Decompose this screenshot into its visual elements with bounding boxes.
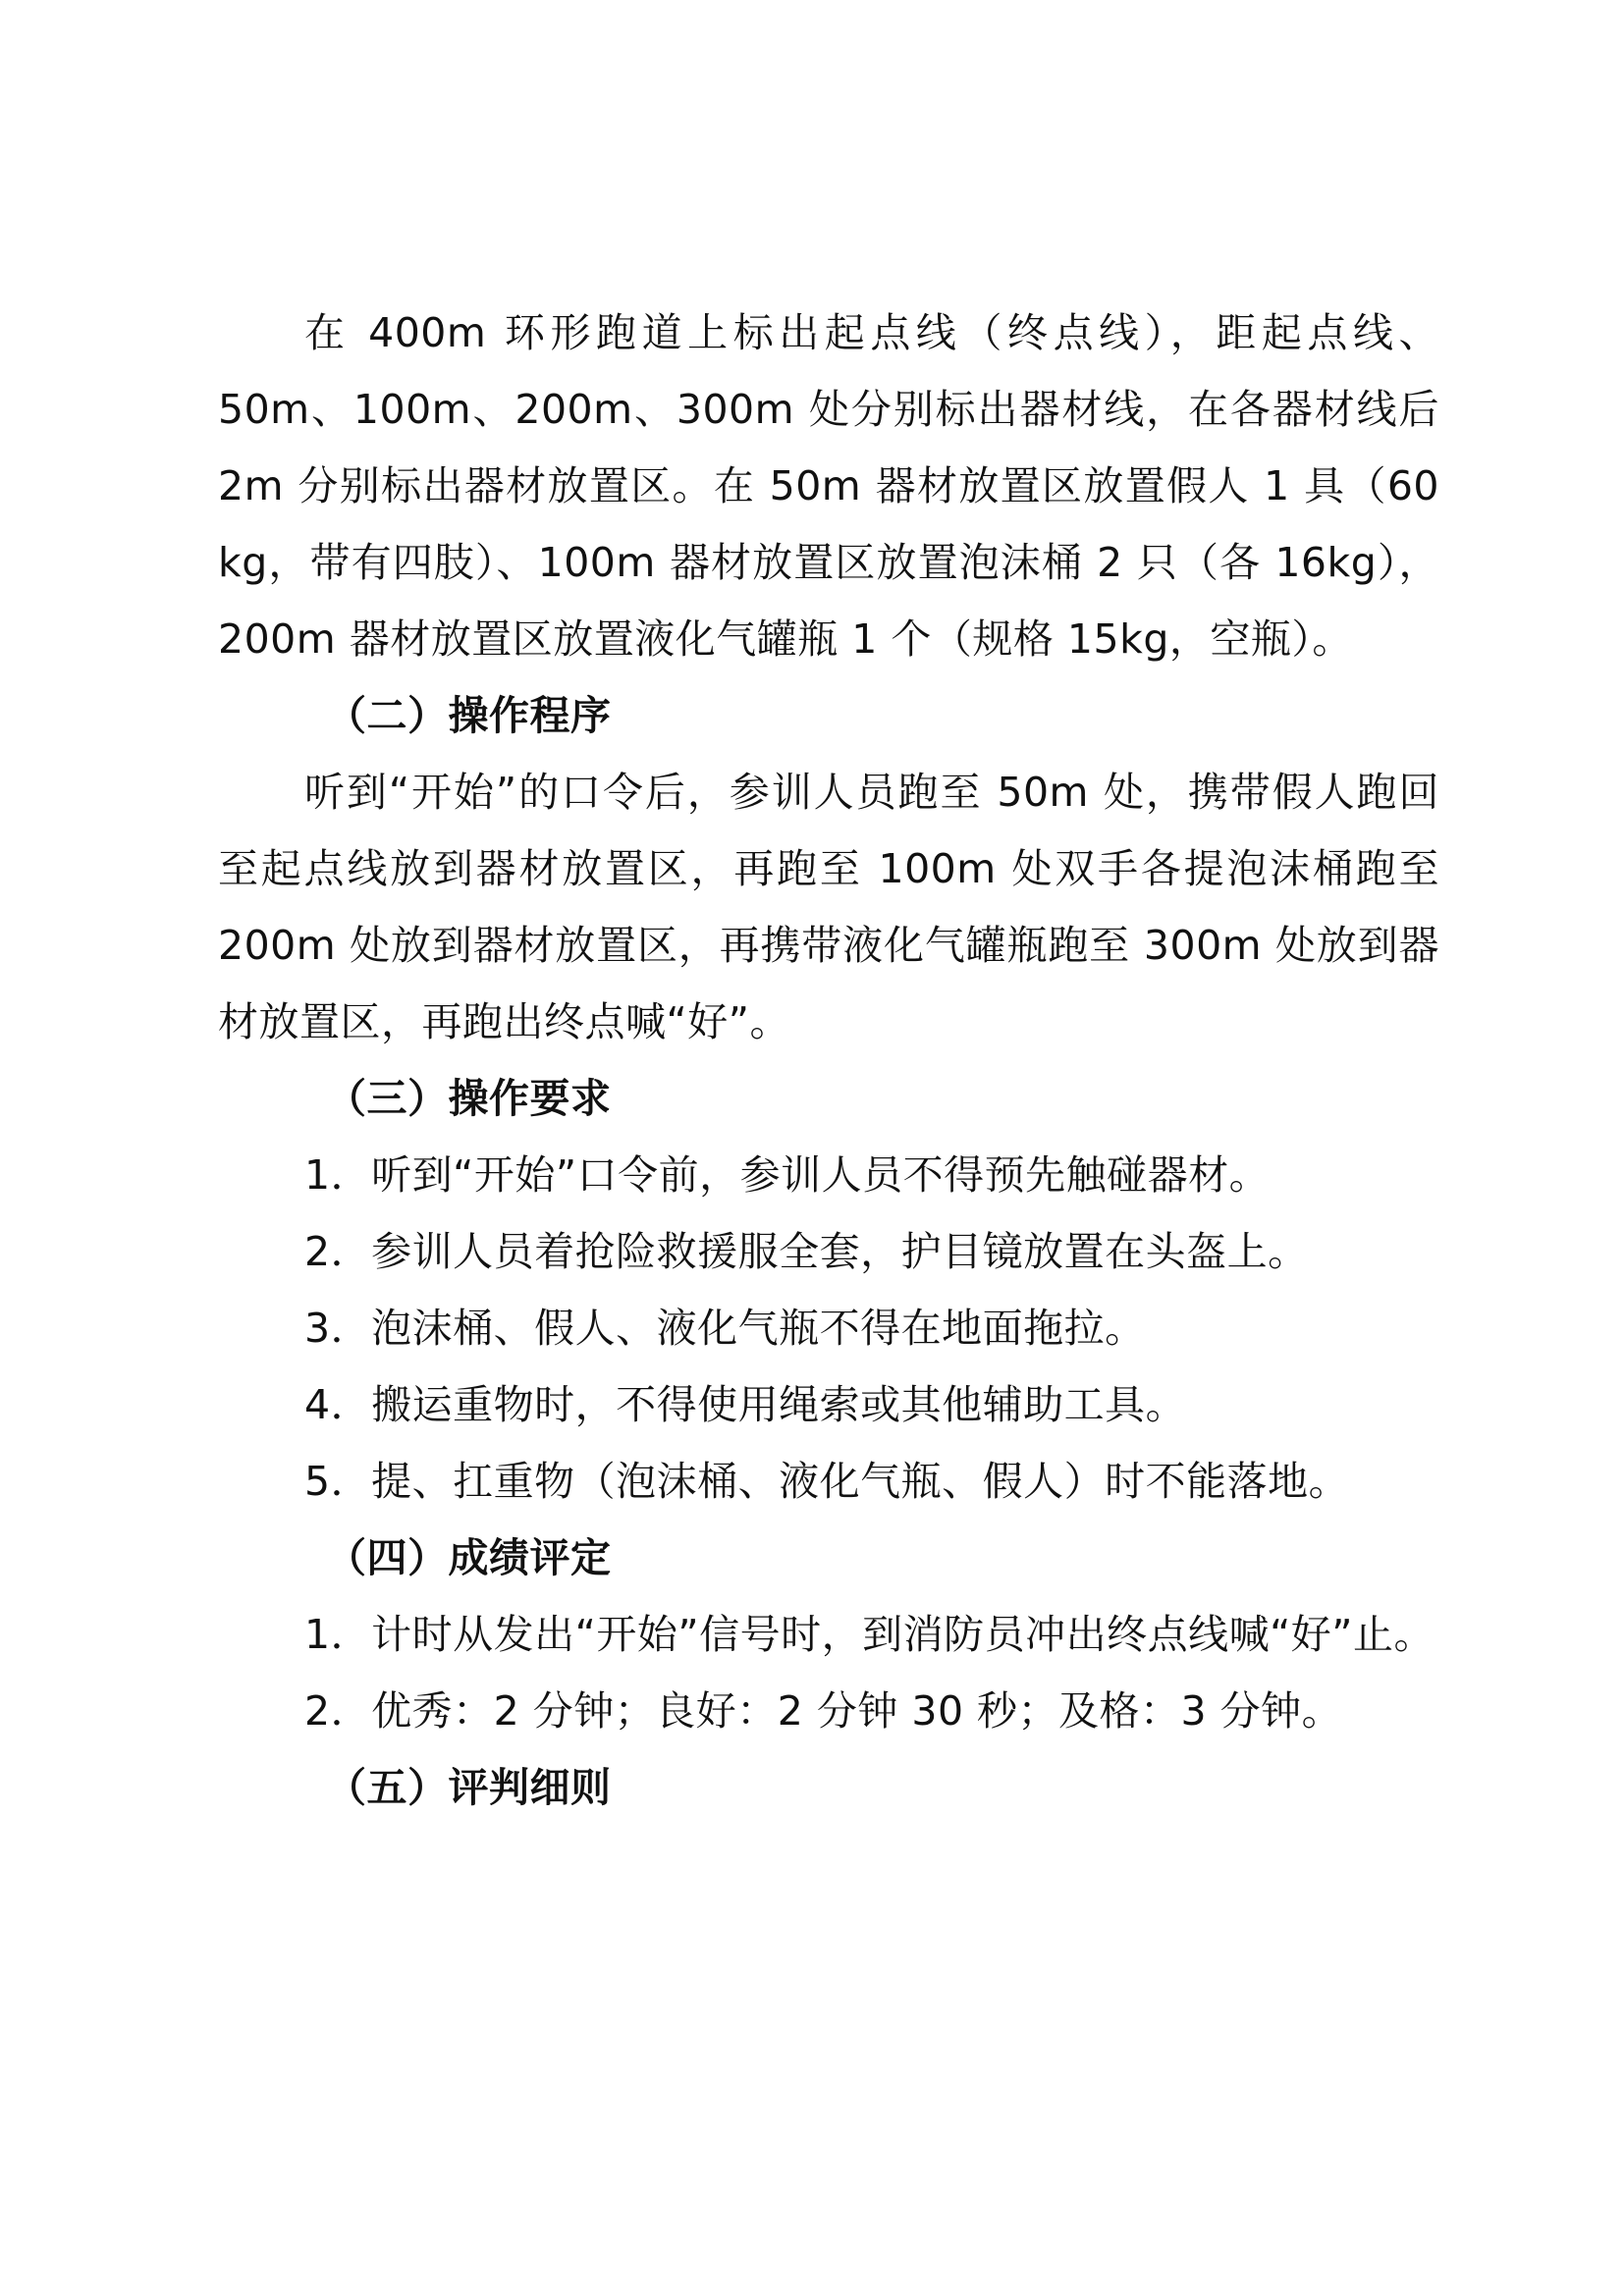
scoring-item: 2．优秀：2 分钟；良好：2 分钟 30 秒；及格：3 分钟。 <box>304 1687 1343 1735</box>
requirement-item: 1．听到“开始”口令前，参训人员不得预先触碰器材。 <box>304 1151 1271 1199</box>
document-body <box>218 294 1439 1826</box>
procedure-paragraph: 听到“开始”的口令后，参训人员跑至 50m 处，携带假人跑回至起点线放到器材放置区，再跑至 100m 处双手各提泡沫桶跑至 200m 处放到器材放置区，再携带液化气罐瓶跑至 300m 处放到器材放置区，再跑出终点喊“好”。 <box>218 769 1439 1045</box>
requirement-item: 2．参训人员着抢险救援服全套，护目镜放置在头盔上。 <box>304 1228 1309 1275</box>
requirement-item: 5．提、扛重物（泡沫桶、液化气瓶、假人）时不能落地。 <box>304 1458 1350 1505</box>
scoring-item: 1．计时从发出“开始”信号时，到消防员冲出终点线喊“好”止。 <box>304 1611 1435 1658</box>
intro-paragraph: 在 400m 环形跑道上标出起点线（终点线），距起点线、50m、100m、200m、300m 处分别标出器材线，在各器材线后 2m 分别标出器材放置区。在 50m 器材放置区放置假人 1 具（60 kg，带有四肢）、100m 器材放置区放置泡沫桶 2 只（各 16kg），200m 器材放置区放置液化气罐瓶 1 个（规格 15kg，空瓶）。 <box>218 309 1439 663</box>
requirement-item: 4．搬运重物时，不得使用绳索或其他辅助工具。 <box>304 1381 1187 1428</box>
section-heading-judging: （五）评判细则 <box>326 1764 612 1811</box>
section-heading-requirements: （三）操作要求 <box>326 1075 612 1122</box>
requirement-item: 3．泡沫桶、假人、液化气瓶不得在地面拖拉。 <box>304 1305 1146 1352</box>
section-heading-procedure: （二）操作程序 <box>326 692 612 739</box>
section-heading-scoring: （四）成绩评定 <box>326 1534 612 1581</box>
